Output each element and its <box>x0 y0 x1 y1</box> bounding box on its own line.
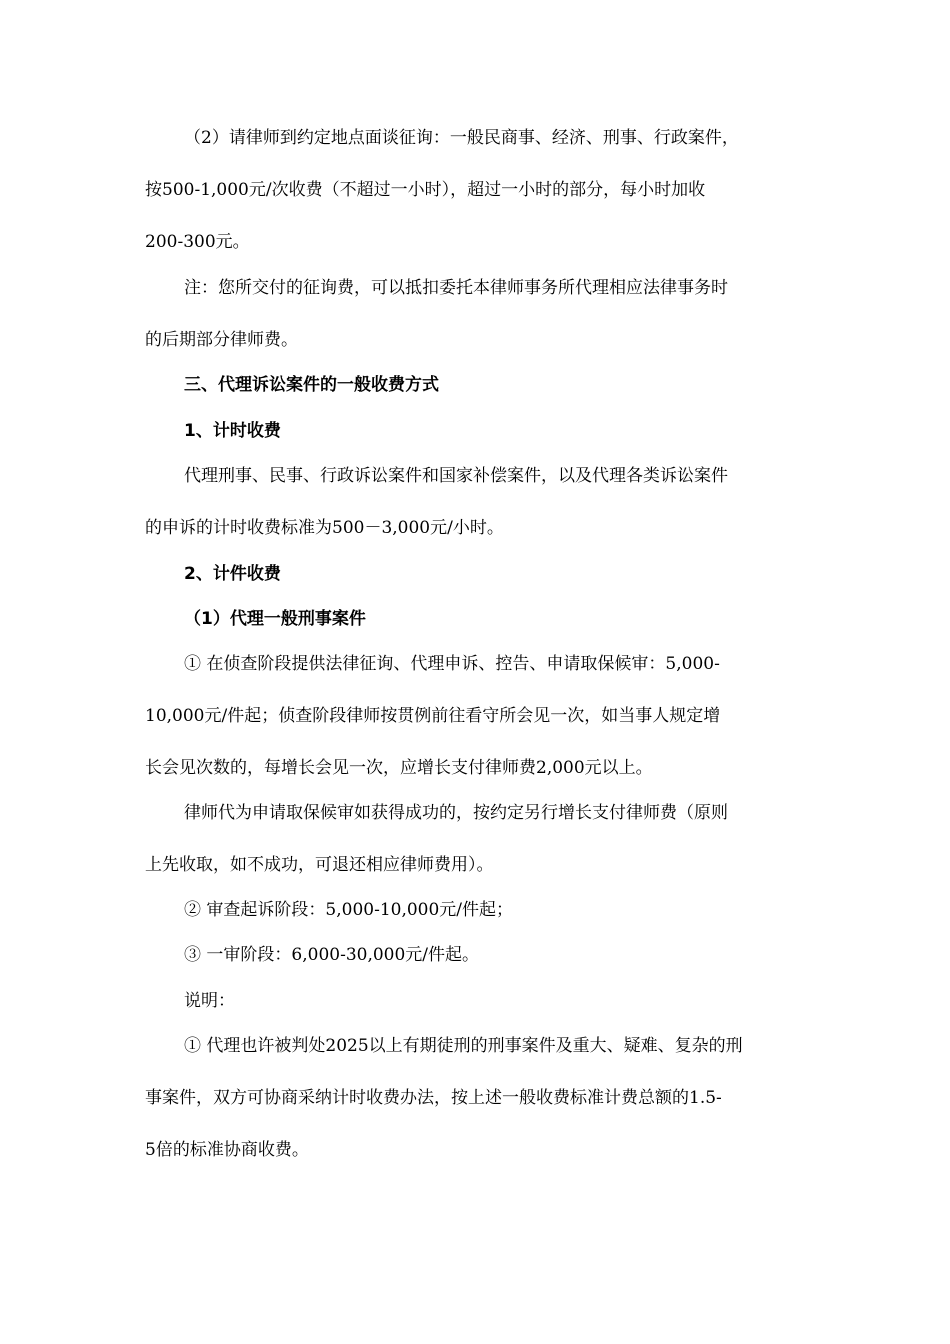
paragraph-line: 10,000元/件起；侦查阶段律师按贯例前往看守所会见一次，如当事人规定增 <box>145 706 721 726</box>
paragraph-line: 律师代为申请取保候审如获得成功的，按约定另行增长支付律师费（原则 <box>184 803 728 823</box>
paragraph-line: ③ 一审阶段：6,000-30,000元/件起。 <box>184 945 480 965</box>
paragraph-line: 200-300元。 <box>145 232 250 252</box>
subsection-heading: （1）代理一般刑事案件 <box>184 609 366 629</box>
section-heading: 三、代理诉讼案件的一般收费方式 <box>184 375 439 395</box>
paragraph-line: 注：您所交付的征询费，可以抵扣委托本律师事务所代理相应法律事务时 <box>184 278 728 298</box>
paragraph-line: 长会见次数的，每增长会见一次，应增长支付律师费2,000元以上。 <box>145 758 653 778</box>
subsection-heading: 1、计时收费 <box>184 421 281 441</box>
paragraph-line: 上先收取，如不成功，可退还相应律师费用）。 <box>145 855 494 875</box>
paragraph-line: 代理刑事、民事、行政诉讼案件和国家补偿案件，以及代理各类诉讼案件 <box>184 466 728 486</box>
paragraph-line: 事案件，双方可协商采纳计时收费办法，按上述一般收费标准计费总额的1.5- <box>145 1088 722 1108</box>
paragraph-line: ② 审查起诉阶段：5,000-10,000元/件起； <box>184 900 514 920</box>
paragraph-line: 的后期部分律师费。 <box>145 330 298 350</box>
paragraph-line: 5倍的标准协商收费。 <box>145 1140 309 1160</box>
subsection-heading: 2、计件收费 <box>184 564 281 584</box>
paragraph-line: 的申诉的计时收费标准为500－3,000元/小时。 <box>145 518 504 538</box>
paragraph-line: 说明： <box>184 991 235 1011</box>
paragraph-line: ① 在侦查阶段提供法律征询、代理申诉、控告、申请取保候审：5,000- <box>184 654 720 674</box>
paragraph-line: （2）请律师到约定地点面谈征询：一般民商事、经济、刑事、行政案件， <box>184 128 739 148</box>
paragraph-line: 按500-1,000元/次收费（不超过一小时），超过一小时的部分，每小时加收 <box>145 180 706 200</box>
paragraph-line: ① 代理也许被判处2025以上有期徒刑的刑事案件及重大、疑难、复杂的刑 <box>184 1036 743 1056</box>
